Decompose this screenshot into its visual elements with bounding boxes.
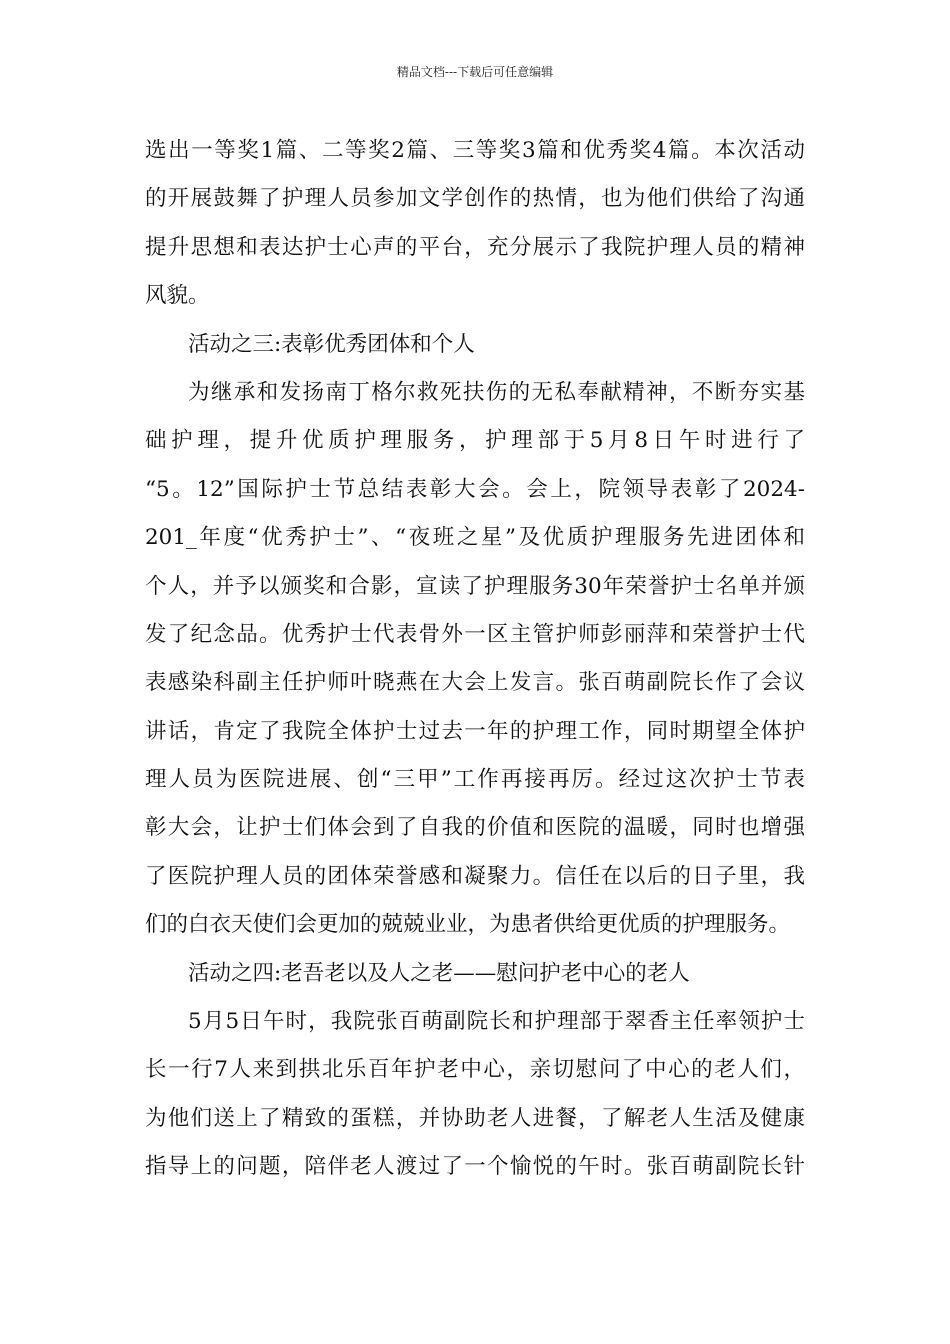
text-line: “5。12”国际护士节总结表彰大会。会上，院领导表彰了2024- <box>145 476 805 502</box>
text-line: 201_年度“优秀护士”、“夜班之星”及优质护理服务先进团体和 <box>145 525 805 551</box>
text-line: 理人员为医院进展、创“三甲”工作再接再厉。经过这次护士节表 <box>145 767 805 793</box>
text-line: 选出一等奖1篇、二等奖2篇、三等奖3篇和优秀奖4篇。本次活动 <box>145 138 805 163</box>
text-line: 讲话，肯定了我院全体护士过去一年的护理工作，同时期望全体护 <box>145 718 805 744</box>
text-line: 的开展鼓舞了护理人员参加文学创作的热情，也为他们供给了沟通 <box>145 186 805 212</box>
section-heading: 活动之四:老吾老以及人之老——慰问护老中心的老人 <box>188 960 690 986</box>
page-header: 精品文档---下载后可任意编辑 <box>396 65 554 79</box>
text-line: 彰大会，让护士们体会到了自我的价值和医院的温暖，同时也增强 <box>145 815 805 841</box>
text-line: 风貌。 <box>145 283 210 309</box>
document-body <box>145 127 805 1192</box>
text-line: 长一行7人来到拱北乐百年护老中心，亲切慰问了中心的老人们， <box>145 1057 805 1083</box>
text-line: 个人，并予以颁奖和合影，宣读了护理服务30年荣誉护士名单并颁 <box>145 573 805 599</box>
text-line: 了医院护理人员的团体荣誉感和凝聚力。信任在以后的日子里，我 <box>145 863 805 889</box>
text-line: 发了纪念品。优秀护士代表骨外一区主管护师彭丽萍和荣誉护士代 <box>145 621 805 647</box>
text-line: 表感染科副主任护师叶晓燕在大会上发言。张百萌副院长作了会议 <box>145 670 805 696</box>
text-line: 5月5日午时，我院张百萌副院长和护理部于翠香主任率领护士 <box>188 1009 805 1035</box>
section-heading: 活动之三:表彰优秀团体和个人 <box>188 331 475 357</box>
text-line: 础护理，提升优质护理服务，护理部于5月8日午时进行了 <box>145 428 805 454</box>
text-line: 指导上的问题，陪伴老人渡过了一个愉悦的午时。张百萌副院长针 <box>145 1154 805 1180</box>
text-line: 提升思想和表达护士心声的平台，充分展示了我院护理人员的精神 <box>145 234 805 260</box>
text-line: 们的白衣天使们会更加的兢兢业业，为患者供给更优质的护理服务。 <box>145 912 791 938</box>
text-line: 为他们送上了精致的蛋糕，并协助老人进餐，了解老人生活及健康 <box>145 1105 805 1131</box>
text-line: 为继承和发扬南丁格尔救死扶伤的无私奉献精神，不断夯实基 <box>188 379 805 405</box>
